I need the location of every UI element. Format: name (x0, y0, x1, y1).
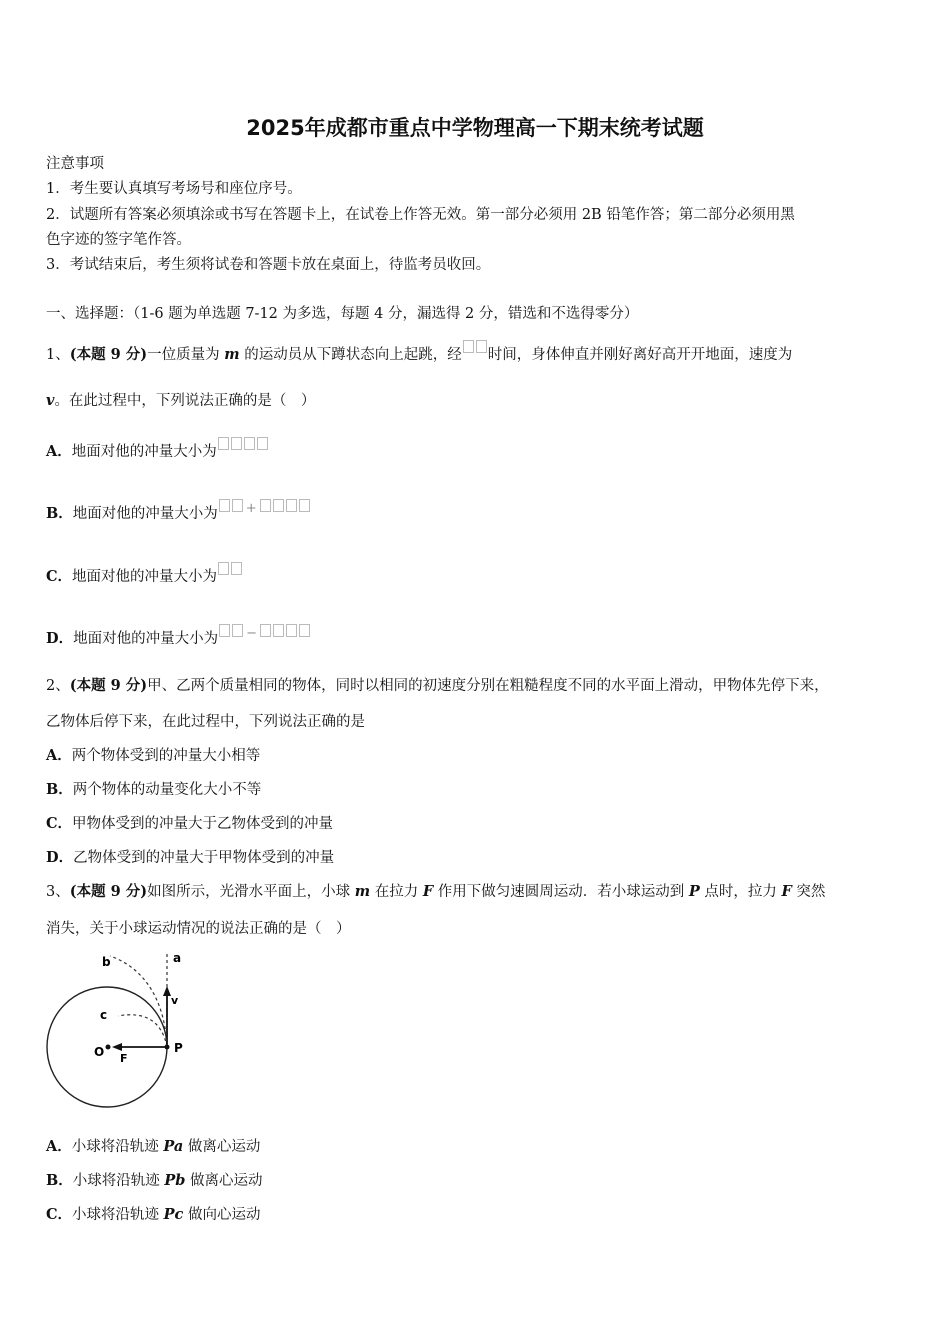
force-arrow-head (112, 1043, 122, 1051)
q3-option-c[interactable] (46, 1203, 261, 1224)
option-label: D． (46, 849, 74, 866)
formula-placeholder (257, 437, 268, 450)
option-path: Pc (163, 1206, 184, 1223)
option-text: 地面对他的冲量大小为 (71, 444, 217, 460)
trajectory-b (110, 956, 167, 1047)
velocity-arrow-head (163, 986, 171, 996)
formula-placeholder (260, 499, 271, 512)
label-p: P (174, 1041, 183, 1055)
center-point (106, 1045, 111, 1050)
option-label: A． (46, 443, 72, 460)
q3-stem-b: 在拉力 (370, 884, 423, 900)
formula-placeholder (231, 562, 242, 575)
formula-placeholder (299, 499, 310, 512)
section-heading: 一、选择题：（1-6 题为单选题 7-12 为多选，每题 4 分，漏选得 2 分，错选和不选得零分） (46, 306, 639, 322)
option-text: 小球将沿轨迹 (72, 1173, 165, 1189)
formula-placeholder (218, 562, 229, 575)
q3-tag: (本题 9 分) (69, 883, 148, 900)
option-path: Pa (163, 1138, 184, 1155)
formula-placeholder (260, 624, 271, 637)
plus-sign: + (245, 501, 257, 516)
q1-option-a[interactable] (46, 437, 269, 461)
q2-stem (46, 674, 829, 695)
q1-option-b[interactable] (46, 499, 311, 523)
q1-var-m: m (224, 346, 240, 363)
label-c: c (100, 1008, 108, 1022)
q2-option-a[interactable] (46, 744, 260, 765)
q1-var-v: v (46, 392, 55, 409)
notice-item-2-cont: 色字迹的签字笔作答。 (46, 232, 191, 248)
q1-stem-a: 一位质量为 (147, 347, 225, 363)
formula-placeholder (299, 624, 310, 637)
q3-stem-d: 点时，拉力 (699, 884, 782, 900)
formula-placeholder (231, 437, 242, 450)
option-text: 做离心运动 (183, 1139, 261, 1155)
option-label: C． (46, 1206, 73, 1223)
q3-var-m: m (354, 883, 371, 900)
q3-stem-line2: 消失，关于小球运动情况的说法正确的是（ ） (46, 921, 351, 937)
label-a: a (173, 951, 182, 965)
formula-placeholder (286, 499, 297, 512)
option-label: B． (46, 505, 73, 522)
option-text: 地面对他的冲量大小为 (72, 569, 218, 585)
label-o: O (94, 1045, 105, 1059)
option-label: A． (46, 1138, 72, 1155)
minus-sign: − (246, 626, 257, 641)
option-text: 地面对他的冲量大小为 (73, 631, 219, 647)
point-p (165, 1045, 170, 1050)
formula-placeholder (273, 624, 284, 637)
q1-option-c[interactable] (46, 562, 243, 586)
formula-placeholder (244, 437, 255, 450)
q1-number: 1、 (46, 347, 70, 363)
q1-stem-line2 (46, 389, 315, 410)
q3-option-b[interactable] (46, 1169, 263, 1190)
option-label: B． (46, 781, 73, 798)
option-label: A． (46, 747, 72, 764)
formula-placeholder (232, 499, 243, 512)
q3-var-p: P (688, 883, 700, 900)
q1-stem-b: 的运动员从下蹲状态向上起跳，经 (239, 347, 462, 363)
q3-stem (46, 880, 825, 901)
q2-option-d[interactable] (46, 846, 334, 867)
formula-placeholder (273, 499, 284, 512)
option-text: 小球将沿轨迹 (71, 1139, 164, 1155)
notice-item-1: 1．考生要认真填写考场号和座位序号。 (46, 181, 302, 197)
q1-tag: (本题 9 分) (69, 346, 148, 363)
formula-placeholder (463, 340, 474, 353)
circular-motion-diagram (40, 946, 210, 1111)
q2-stem-a: 甲、乙两个质量相同的物体，同时以相同的初速度分别在粗糙程度不同的水平面上滑动，甲物体先停下来， (147, 678, 829, 694)
q3-var-f: F (781, 883, 792, 900)
notice-item-2: 2．试题所有答案必须填涂或书写在答题卡上，在试卷上作答无效。第一部分必须用 2B 铅笔作答；第二部分必须用黑 (46, 207, 795, 223)
q3-stem-a: 如图所示，光滑水平面上，小球 (147, 884, 355, 900)
notice-item-3: 3．考试结束后，考生须将试卷和答题卡放在桌面上，待监考员收回。 (46, 257, 491, 273)
option-text: 做向心运动 (183, 1207, 261, 1223)
q3-stem-c: 作用下做匀速圆周运动．若小球运动到 (433, 884, 689, 900)
q2-number: 2、 (46, 678, 70, 694)
option-text: 乙物体受到的冲量大于甲物体受到的冲量 (73, 850, 335, 866)
label-f: F (120, 1052, 128, 1065)
option-text: 两个物体的动量变化大小不等 (72, 782, 262, 798)
label-v: v (171, 994, 179, 1007)
q2-stem-line2: 乙物体后停下来，在此过程中，下列说法正确的是 (46, 714, 365, 730)
option-text: 地面对他的冲量大小为 (72, 506, 218, 522)
q2-option-c[interactable] (46, 812, 333, 833)
q1-stem-d: 。在此过程中，下列说法正确的是（ ） (54, 393, 316, 409)
formula-placeholder (219, 624, 230, 637)
exam-title: 2025年成都市重点中学物理高一下期末统考试题 (246, 116, 704, 140)
q2-tag: (本题 9 分) (69, 677, 148, 694)
formula-placeholder (286, 624, 297, 637)
option-label: C． (46, 568, 73, 585)
q3-var-f: F (422, 883, 434, 900)
q1-stem-c: 时间，身体伸直并刚好离好高开开地面，速度为 (487, 347, 793, 363)
q3-stem-e: 突然 (791, 884, 826, 900)
label-b: b (102, 955, 111, 969)
option-text: 两个物体受到的冲量大小相等 (71, 748, 261, 764)
option-text: 甲物体受到的冲量大于乙物体受到的冲量 (72, 816, 334, 832)
option-text: 做离心运动 (185, 1173, 263, 1189)
formula-placeholder (218, 437, 229, 450)
notice-heading: 注意事项 (46, 156, 104, 172)
q3-number: 3、 (46, 884, 70, 900)
option-label: B． (46, 1172, 73, 1189)
option-label: C． (46, 815, 73, 832)
formula-placeholder (476, 340, 487, 353)
q3-option-a[interactable] (46, 1135, 260, 1156)
option-label: D． (46, 630, 74, 647)
q1-stem (46, 340, 792, 364)
option-text: 小球将沿轨迹 (72, 1207, 164, 1223)
formula-placeholder (232, 624, 243, 637)
q1-option-d[interactable] (46, 624, 311, 648)
q2-option-b[interactable] (46, 778, 261, 799)
formula-placeholder (219, 499, 230, 512)
option-path: Pb (164, 1172, 186, 1189)
